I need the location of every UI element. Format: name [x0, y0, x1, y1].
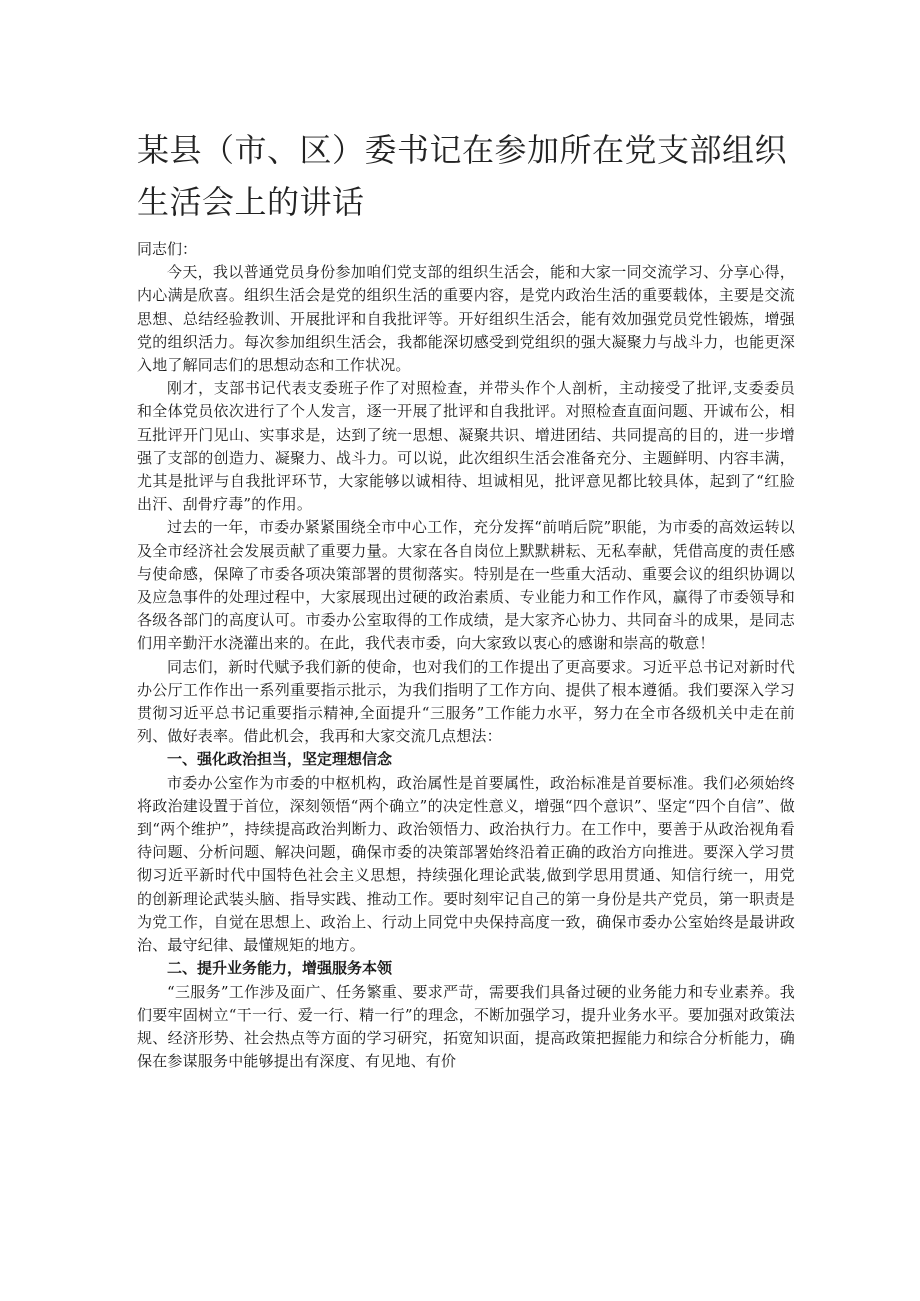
- section-body-2: “三服务”工作涉及面广、任务繁重、要求严苛，需要我们具备过硬的业务能力和专业素养。我们要牢固树立“干一行、爱一行、精一行”的理念，不断加强学习，提升业务水平。要加强对政策法规、经济形势、社会热点等方面的学习研究，拓宽知识面，提高政策把握能力和综合分析能力，确保在参谋服务中能够提出有深度、有见地、有价: [137, 982, 795, 1071]
- paragraph-new-era: 同志们，新时代赋予我们新的使命，也对我们的工作提出了更高要求。习近平总书记对新时代办公厅工作作出一系列重要指示批示，为我们指明了工作方向、提供了根本遵循。我们要深入学习贯彻习近平总书记重要指示精神,全面提升“三服务”工作能力水平，努力在全市各级机关中走在前列、做好表率。借此机会，我再和大家交流几点想法：: [137, 657, 795, 746]
- section-heading-2: 二、提升业务能力，增强服务本领: [167, 959, 393, 978]
- paragraph-opening: 今天，我以普通党员身份参加咱们党支部的组织生活会，能和大家一同交流学习、分享心得，内心满是欣喜。组织生活会是党的组织生活的重要内容，是党内政治生活的重要载体，主要是交流思想、总结经验教训、开展批评和自我批评等。开好组织生活会，能有效加强党员党性锻炼，增强党的组织活力。每次参加组织生活会，我都能深切感受到党组织的强大凝聚力与战斗力，也能更深入地了解同志们的思想动态和工作状况。: [137, 263, 795, 375]
- paragraph-review: 刚才，支部书记代表支委班子作了对照检查，并带头作个人剖析，主动接受了批评,支委委员和全体党员依次进行了个人发言，逐一开展了批评和自我批评。对照检查直面问题、开诚布公，相互批评开门见山、实事求是，达到了统一思想、凝聚共识、增进团结、共同提高的目的，进一步增强了支部的创造力、凝聚力、战斗力。可以说，此次组织生活会准备充分、主题鲜明、内容丰满，尤其是批评与自我批评环节，大家能够以诚相待、坦诚相见，批评意见都比较具体，起到了“红脸出汗、刮骨疗毒”的作用。: [137, 379, 795, 514]
- section-heading-1: 一、强化政治担当，坚定理想信念: [167, 750, 393, 769]
- section-body-1: 市委办公室作为市委的中枢机构，政治属性是首要属性，政治标准是首要标准。我们必须始终将政治建设置于首位，深刻领悟“两个确立”的决定性意义，增强“四个意识”、坚定“四个自信”、做到“两个维护”，持续提高政治判断力、政治领悟力、政治执行力。在工作中，要善于从政治视角看待问题、分析问题、解决问题，确保市委的决策部署始终沿着正确的政治方向推进。要深入学习贯彻习近平新时代中国特色社会主义思想，持续强化理论武装,做到学思用贯通、知信行统一，用党的创新理论武装头脑、指导实践、推动工作。要时刻牢记自己的第一身份是共产党员，第一职责是为党工作，自觉在思想上、政治上、行动上同党中央保持高度一致，确保市委办公室始终是最讲政治、最守纪律、最懂规矩的地方。: [137, 773, 795, 955]
- document-page: [137, 124, 795, 1073]
- paragraph-past-year: 过去的一年，市委办紧紧围绕全市中心工作，充分发挥“前哨后院”职能，为市委的高效运转以及全市经济社会发展贡献了重要力量。大家在各自岗位上默默耕耘、无私奉献，凭借高度的责任感与使命感，保障了市委各项决策部署的贯彻落实。特别是在一些重大活动、重要会议的组织协调以及应急事件的处理过程中，大家展现出过硬的政治素质、专业能力和工作作风，赢得了市委领导和各级各部门的高度认可。市委办公室取得的工作成绩，是大家齐心协力、共同奋斗的成果，是同志们用辛勤汗水浇灌出来的。在此，我代表市委，向大家致以衷心的感谢和崇高的敬意！: [137, 518, 795, 653]
- salutation: 同志们：: [137, 240, 198, 258]
- document-title: 某县（市、区）委书记在参加所在党支部组织生活会上的讲话: [137, 131, 788, 221]
